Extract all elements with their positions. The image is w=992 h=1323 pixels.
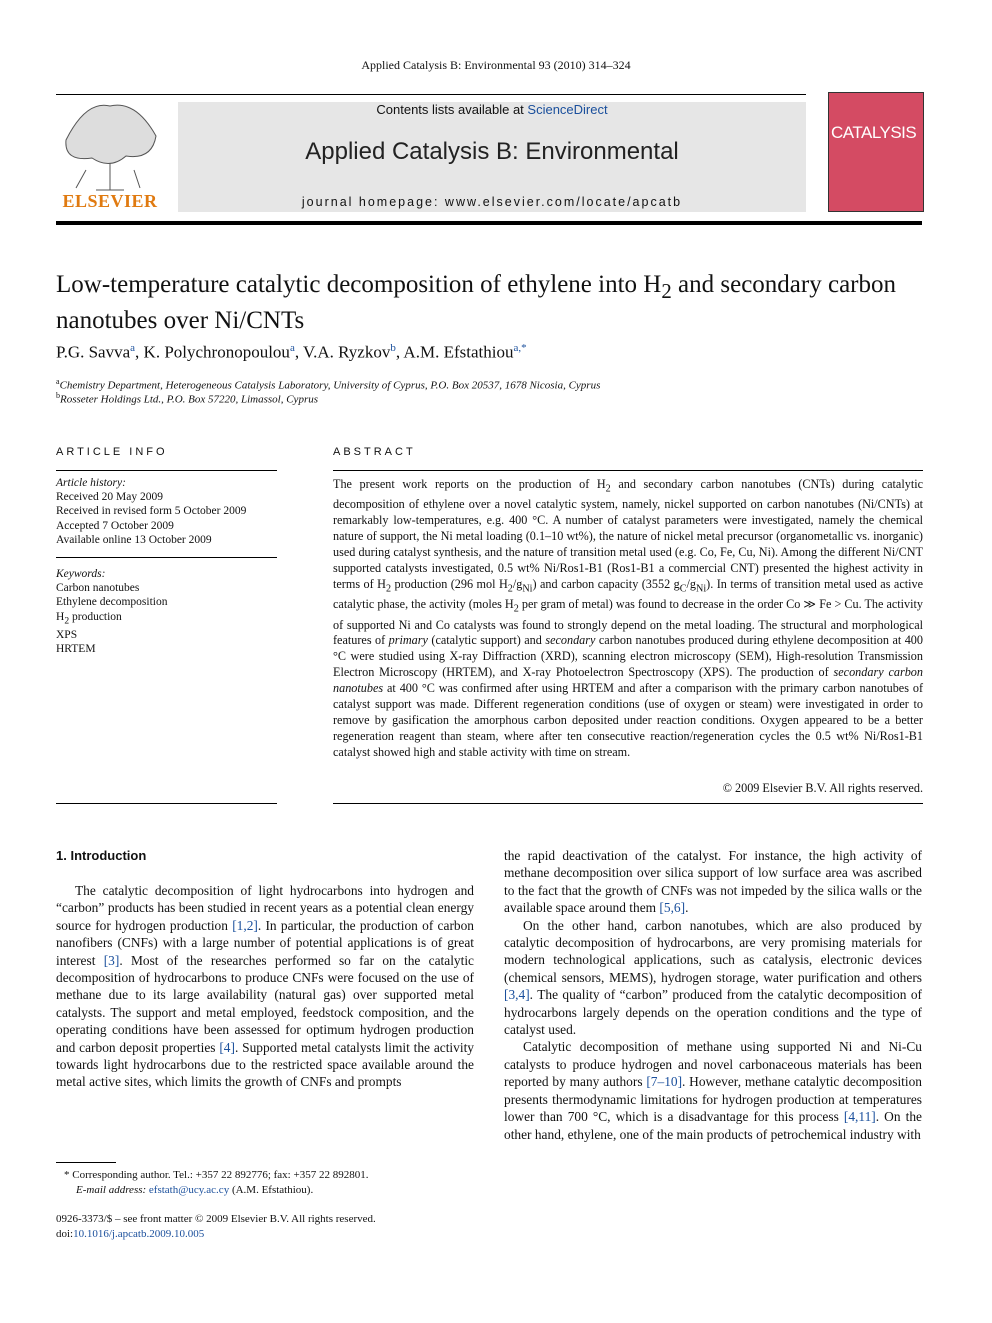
keywords-label: Keywords: <box>56 568 106 580</box>
publication-info <box>56 1212 476 1241</box>
citation-link[interactable]: [3,4] <box>504 987 530 1003</box>
elsevier-logo <box>56 100 164 212</box>
citation-link[interactable]: [7–10] <box>646 1074 683 1090</box>
contents-line <box>178 102 806 117</box>
citation-link[interactable]: [1,2] <box>232 917 258 933</box>
divider <box>56 470 277 471</box>
contents-prefix: Contents lists available at <box>376 102 528 117</box>
citation-link[interactable]: [5,6] <box>659 900 686 916</box>
paragraph: On the other hand, carbon nanotubes, which are also produced by catalytic decomposition of hydrocarbons, are very promising materials for modern technological applications, such as catalysis, electronic devices (chemical sensors, MEMS), hydrogen storage, water purification and others [3,4]. The quality of “carbon” produced from the catalytic decomposition of hydrocarbons largely depends on the operation conditions and the type of catalyst used. <box>504 917 922 1038</box>
journal-reference: Applied Catalysis B: Environmental 93 (2010) 314–324 <box>361 58 631 72</box>
footnote-rule <box>56 1162 116 1163</box>
doi-link[interactable]: 10.1016/j.apcatb.2009.10.005 <box>73 1227 205 1240</box>
keyword: HRTEM <box>56 643 96 656</box>
history-item: Available online 13 October 2009 <box>56 533 212 546</box>
history-item: Received 20 May 2009 <box>56 491 163 504</box>
sciencedirect-link[interactable]: ScienceDirect <box>527 102 608 117</box>
paragraph: Catalytic decomposition of methane using supported Ni and Ni-Cu catalysts to produce hydrogen and novel carbonaceous materials has been reported by many authors [7–10]. However, methane catalytic decomposition presents thermodynamic limitations for hydrogen production at temperatures lower than 700 °C, which is a disadvantage for this process [4,11]. On the other hand, ethylene, one of the main products of petrochemical industry with <box>504 1039 923 1142</box>
history-item: Received in revised form 5 October 2009 <box>56 505 247 518</box>
tree-icon <box>56 100 164 192</box>
header-thick-rule <box>56 221 922 225</box>
paragraph: the rapid deactivation of the catalyst. For instance, the high activity of methane decomposition over silica support of low surface area was ascribed to the fact that the growth of CNFs was not impeded by the silica walls or the available space around them [5,6]. <box>504 848 922 916</box>
citation-link[interactable]: [4,11] <box>843 1109 876 1125</box>
left-column <box>56 882 474 1091</box>
abstract-copyright: © 2009 Elsevier B.V. All rights reserved. <box>722 781 923 795</box>
journal-title: Applied Catalysis B: Environmental <box>305 138 679 165</box>
abstract-text: The present work reports on the production of $H_2$ and secondary carbon nanotubes (CNTs) during catalytic decomposition of ethylene over a novel catalytic system, namely, nickel supported on carbon nanotubes (Ni/CNTs) at remarkably low-temperatures, e.g. 400 °C. A number of catalyst parameters were investigated, namely the chemical nature of support, the Ni metal loading (0.1–10 wt%), the nature of nickel metal precursor (organometallic vs. inorganic) used during catalyst synthesis, and the nature of transition metal used (e.g. Co, Fe, Cu, Ni). Among the different Ni/CNT supported catalysts investigated, 0.5 wt% Ni/Ros1-B1 (Ros1-B1 a commercial CNT) presented the highest activity in terms of $H_2$ production (296 mol $H_2/g_{Ni}$) and carbon capacity (3552 $g_C/g_{Ni}$). In terms of transition metal used as active catalytic phase, the activity (moles $H_2$ per gram of metal) was found to decrease in the order Co ≫ Fe > Cu. The activity of supported Ni and Co catalysts was found to strongly depend on the metal loading. The structural and morphological features of primary (catalytic support) and secondary carbon nanotubes produced during ethylene decomposition at 400 °C were studied using X-ray Diffraction (XRD), scanning electron microscopy (SEM), High-resolution Transmission Electron Microscopy (HRTEM), and X-ray Photoelectron Spectroscopy (XPS). The production of secondary carbon nanotubes at 400 °C was confirmed after using HRTEM and after a comparison with the primary carbon nanotubes of catalyst support was made. Different regeneration conditions (use of oxygen or steam) were investigated in order to remove by gasification the amorphous carbon deposited under reaction conditions. Oxygen appeared to be a better regeneration reagent than steam, where after ten consecutive reaction/regeneration cycles the 0.5 wt% Ni/Ros1-B1 catalyst showed high and stable activity with time on stream. <box>333 477 924 759</box>
history-item: Accepted 7 October 2009 <box>56 519 174 532</box>
divider <box>56 803 277 804</box>
article-info-heading: ARTICLE INFO <box>56 446 168 458</box>
history-label: Article history: <box>56 477 126 489</box>
elsevier-wordmark: ELSEVIER <box>62 191 158 211</box>
citation-link[interactable]: [3] <box>103 952 120 968</box>
doi-line: doi:10.1016/j.apcatb.2009.10.005 <box>56 1227 205 1240</box>
author[interactable]: K. Polychronopoulou <box>143 342 290 362</box>
corresponding-author-footnote: * Corresponding author. Tel.: +357 22 892776; fax: +357 22 892801. E-mail address: efstath@ucy.ac.cy (A.M. Efstathiou). <box>64 1169 369 1196</box>
keyword: $H_2$ production <box>56 610 122 626</box>
author-list: P.G. Savva$^a$, K. Polychronopoulou$^a$, V.A. Ryzkov$^b$, A.M. Efstathiou$^{a,*}$ <box>56 342 527 362</box>
right-column <box>504 847 922 1143</box>
divider <box>333 803 923 804</box>
keyword: XPS <box>56 629 78 642</box>
divider <box>333 470 923 471</box>
section-title-introduction: 1. Introduction <box>56 848 147 863</box>
cover-title: CATALYSIS <box>831 123 917 142</box>
citation-link[interactable]: [4] <box>219 1039 235 1055</box>
journal-cover <box>828 92 924 212</box>
paragraph: The catalytic decomposition of light hydrocarbons into hydrogen and “carbon” products has been studied in recent years as a potential clean energy source for hydrogen production [1,2]. In particular, the production of carbon nanofibers (CNFs) with a large number of potential applications is of great interest [3]. Most of the researches performed so far on the catalytic decomposition of hydrocarbons to produce CNFs were focused on the use of methane due to its large availability (natural gas) over supported metal catalysts. The support and metal employed, feedstock composition, and the operating conditions have been assessed for optimum hydrogen production and carbon deposit properties [4]. Supported metal catalysts limit the activity towards light hydrocarbons due to the restricted space available around the metal active sites, which limits the growth of CNFs and prompts <box>56 883 474 1090</box>
article-history <box>56 476 277 547</box>
author[interactable]: V.A. Ryzkov <box>303 342 391 362</box>
affiliation: $^a$Chemistry Department, Heterogeneous Catalysis Laboratory, University of Cyprus, P.O. Box 20537, 1678 Nicosia, Cyprus <box>56 377 601 392</box>
header-rule <box>56 94 806 95</box>
divider <box>56 557 277 558</box>
issn-line: 0926-3373/$ – see front matter © 2009 Elsevier B.V. All rights reserved. <box>56 1213 376 1225</box>
journal-homepage[interactable]: journal homepage: www.elsevier.com/locate/apcatb <box>301 195 683 209</box>
keyword: Carbon nanotubes <box>56 582 140 595</box>
author[interactable]: P.G. Savva <box>56 342 131 362</box>
abstract-heading: ABSTRACT <box>333 446 416 458</box>
keywords <box>56 567 277 657</box>
affiliation: $^b$Rosseter Holdings Ltd., P.O. Box 57220, Limassol, Cyprus <box>56 391 319 406</box>
email-link[interactable]: efstath@ucy.ac.cy <box>148 1183 230 1196</box>
author[interactable]: A.M. Efstathiou <box>403 342 514 362</box>
article-title: Low-temperature catalytic decomposition of ethylene into $H_2$ and secondary carbon nanotubes over Ni/CNTs <box>56 271 896 334</box>
keyword: Ethylene decomposition <box>56 596 168 609</box>
